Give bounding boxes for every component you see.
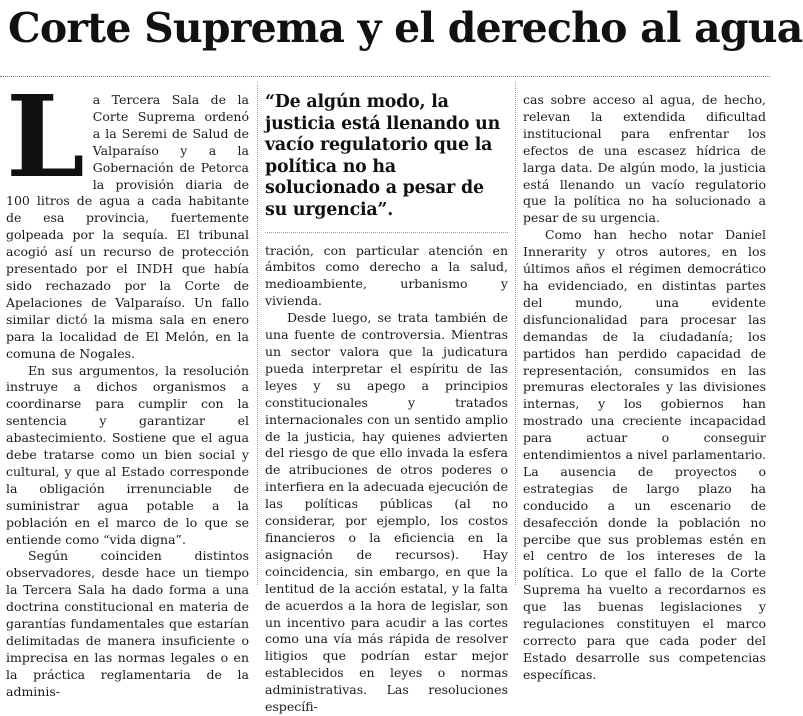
column-divider bbox=[257, 82, 258, 585]
paragraph: Desde luego, se trata también de una fuente de controversia. Mientras un sector valora que la judicatura pueda interpretar el espíritu de las leyes y su apego a principios constitucionales y tratados internacionales con un sentido amplio de la justicia, hay quienes advierten del riesgo de que ello invada la esfera de atribuciones de otros poderes o interfiera en la adecuada ejecución de las políticas públicas (al no considerar, por ejemplo, los costos financieros o la eficiencia en la asignación de recursos). Hay coincidencia, sin embargo, en que la lentitud de la acción estatal, y la falta de acuerdos a la hora de legislar, son un incentivo para acudir a las cortes como una vía más rápida de resolver litigios que podrían estar mejor establecidos en leyes o normas administrativas. Las resoluciones específi- bbox=[265, 310, 508, 715]
paragraph: Como han hecho notar Daniel Innerarity y otros autores, en los últimos años el régimen democrático ha evidenciado, en distintas partes del mundo, una evidente disfuncionalidad para procesar las demandas de la ciudadanía; los partidos han perdido capacidad de representación, consumidos en las premuras electorales y las divisiones internas, y los gobiernos han mostrado una creciente incapacidad para actuar o conseguir entendimientos a nivel parlamentario. La ausencia de proyectos o estrategias de largo plazo ha conducido a un escenario de desafección donde la población no percibe que sus problemas estén en el centro de los intereses de la política. Lo que el fallo de la Corte Suprema ha vuelto a recordarnos es que las buenas legislaciones y regulaciones constituyen el marco correcto para que cada poder del Estado desarrolle sus competencias específicas. bbox=[523, 227, 766, 682]
paragraph: tración, con particular atención en ámbitos como derecho a la salud, medioambiente, urbanismo y vivienda. bbox=[265, 242, 508, 309]
column-divider bbox=[515, 82, 516, 585]
headline-rule bbox=[0, 76, 770, 77]
paragraph-lead: a Tercera Sala de la Corte Suprema ordenó a la Seremi de Salud de Valparaíso y a la Gobernación de Petorca la provisión diaria de 100 litros de agua a cada habitante de esa provincia, fuertemente golpeada por la sequía. El tribunal acogió así un recurso de protección presentado por el INDH que había sido rechazado por la Corte de Apelaciones de Valparaíso. Un fallo similar dictó la misma sala en enero para la localidad de El Melón, en la comuna de Nogales. bbox=[6, 92, 249, 361]
headline: Corte Suprema y el derecho al agua bbox=[8, 4, 803, 52]
pull-quote: “De algún modo, la justicia está llenando un vacío regulatorio que la política no ha solucionado a pesar de su urgencia”. bbox=[265, 92, 501, 220]
column-2 bbox=[265, 92, 508, 715]
paragraph: Según coinciden distintos observadores, desde hace un tiempo la Tercera Sala ha dado forma a una doctrina constitucional en materia de garantías fundamentales que estarían delimitadas de manera insuficiente o imprecisa en las normas legales o en la práctica reglamentaria de la adminis- bbox=[6, 548, 249, 699]
column-1 bbox=[6, 72, 249, 699]
paragraph: En sus argumentos, la resolución instruye a dichos organismos a coordinarse para cumplir con la sentencia y garantizar el abastecimiento. Sostiene que el agua debe tratarse como un bien social y cultural, y que al Estado corresponde la obligación irrenunciable de suministrar agua potable a la población en el marco de lo que se entiende como “vida digna”. bbox=[6, 362, 249, 547]
pull-quote-box bbox=[265, 92, 508, 233]
drop-cap: L bbox=[6, 72, 85, 203]
column-3 bbox=[523, 92, 766, 682]
paragraph: cas sobre acceso al agua, de hecho, relevan la extendida dificultad institucional para enfrentar los efectos de una escasez hídrica de larga data. De algún modo, la justicia está llenando un vacío regulatorio que la política no ha solucionado a pesar de su urgencia. bbox=[523, 92, 766, 226]
